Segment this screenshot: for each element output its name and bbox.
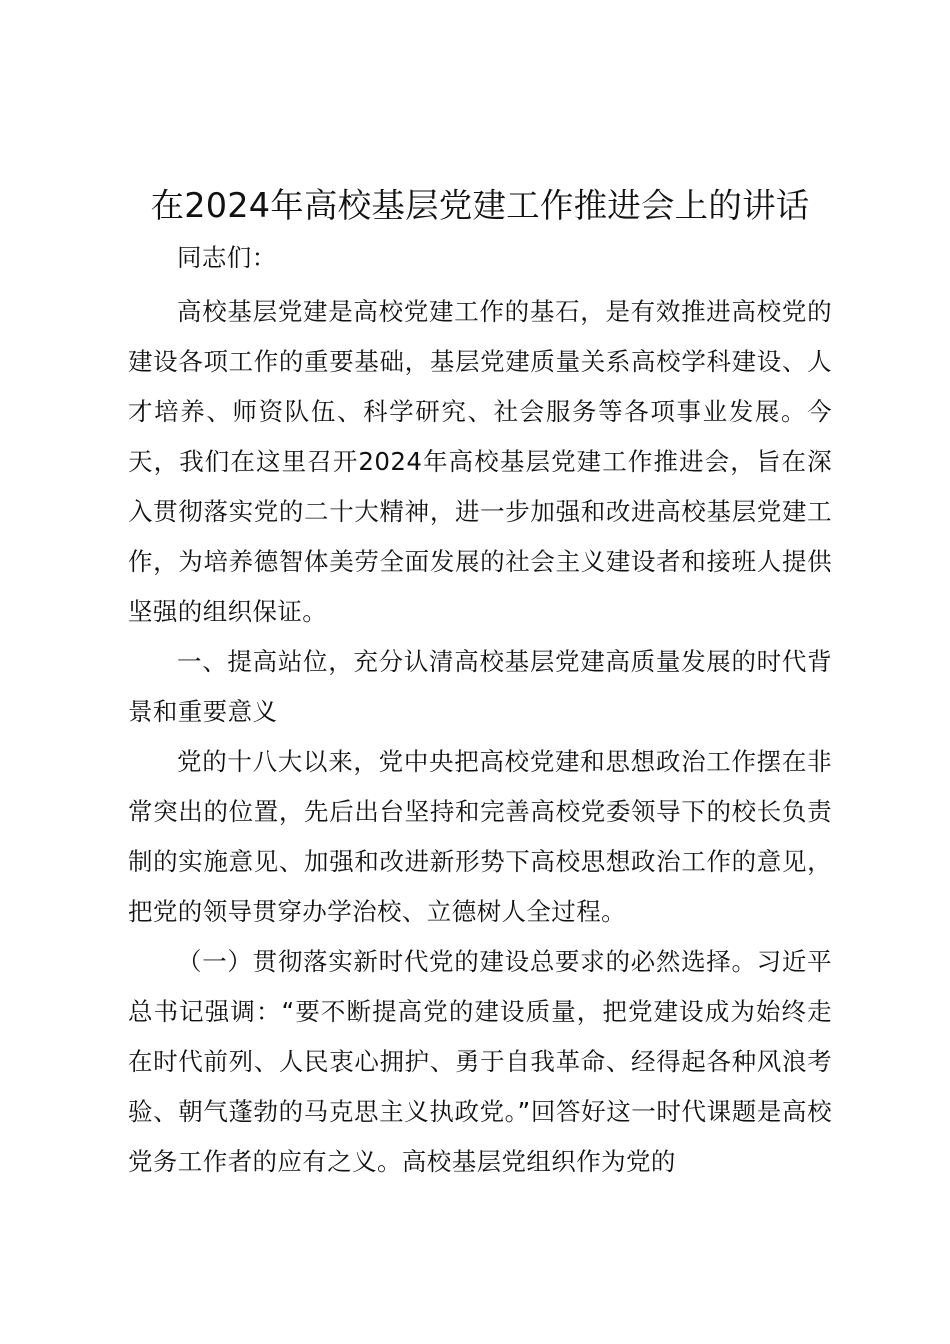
salutation: 同志们：	[177, 243, 277, 272]
paragraph-background: 党的十八大以来，党中央把高校党建和思想政治工作摆在非常突出的位置，先后出台坚持和完善高校党委领导下的校长负责制的实施意见、加强和改进新形势下高校思想政治工作的意见，把党的领导贯穿办学治校、立德树人全过程。	[128, 747, 832, 926]
document-title: 在2024年高校基层党建工作推进会上的讲话	[150, 186, 810, 225]
paragraph-subsection-1: （一）贯彻落实新时代党的建设总要求的必然选择。习近平总书记强调：“要不断提高党的建设质量，把党建设成为始终走在时代前列、人民衷心拥护、勇于自我革命、经得起各种风浪考验、朝气蓬勃的马克思主义执政党。”回答好这一时代课题是高校党务工作者的应有之义。高校基层党组织作为党的	[128, 947, 832, 1176]
section-heading-1: 一、提高站位，充分认清高校基层党建高质量发展的时代背景和重要意义	[128, 647, 832, 726]
paragraph-intro: 高校基层党建是高校党建工作的基石，是有效推进高校党的建设各项工作的重要基础，基层党建质量关系高校学科建设、人才培养、师资队伍、科学研究、社会服务等各项事业发展。今天，我们在这里召开2024年高校基层党建工作推进会，旨在深入贯彻落实党的二十大精神，进一步加强和改进高校基层党建工作，为培养德智体美劳全面发展的社会主义建设者和接班人提供坚强的组织保证。	[128, 297, 832, 626]
document-page	[128, 183, 832, 1187]
